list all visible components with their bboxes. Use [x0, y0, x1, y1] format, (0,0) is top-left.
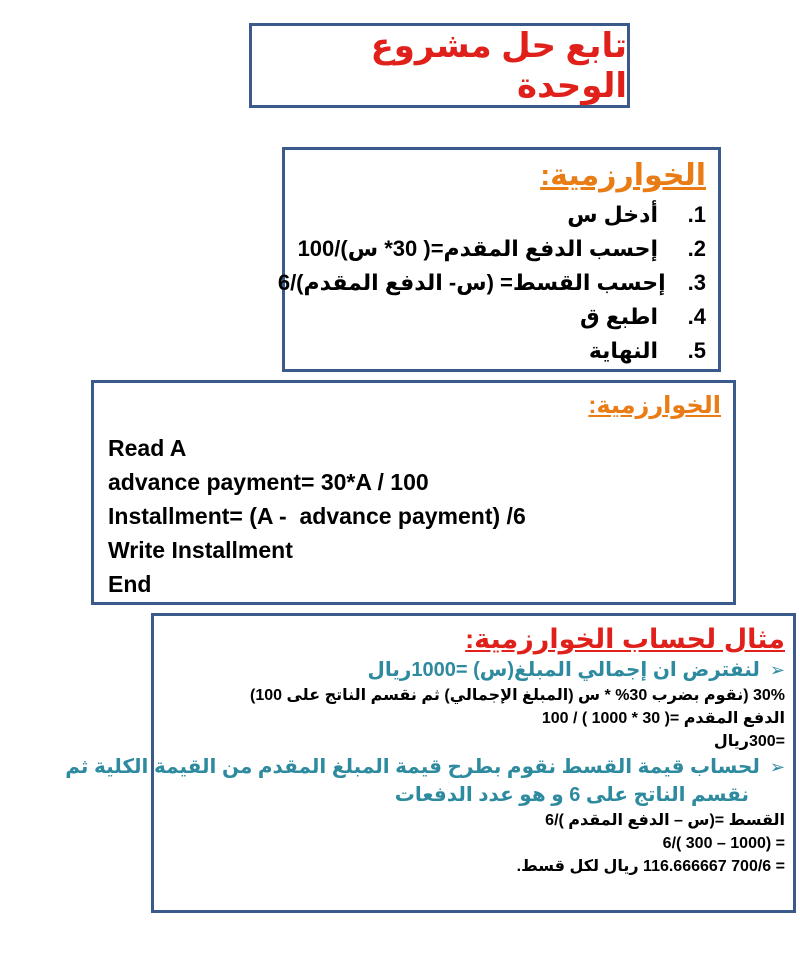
pseudocode-list [108, 431, 721, 601]
title-box [249, 23, 630, 108]
pseudocode-line: advance payment= 30*A / 100 [108, 469, 429, 495]
step-text: اطبع ق [579, 304, 658, 329]
step-number: 2. [687, 236, 706, 261]
pseudocode-line: Installment= (A - advance payment) /6 [108, 503, 526, 529]
arabic-steps-list [277, 198, 706, 368]
example-line: 30% (نقوم بضرب 30% * س (المبلغ الإجمالي) ثم نقسم الناتج على 100) [250, 687, 785, 704]
step-number: 5. [687, 338, 706, 363]
step-number: 3. [687, 270, 706, 295]
step-item [295, 198, 706, 232]
page-title: تابع حل مشروع الوحدة [370, 26, 627, 105]
pseudocode-line: Read A [108, 435, 187, 461]
step-item [295, 232, 706, 266]
step-text: إحسب القسط= (س- الدفع المقدم)/6 [277, 270, 666, 295]
english-algorithm-box [91, 380, 736, 605]
bullet-text: لنفترض ان إجمالي المبلغ(س) =1000ريال [367, 659, 760, 681]
english-algorithm-heading: الخوارزمية: [588, 392, 721, 419]
step-item [295, 334, 706, 368]
example-line: =300ريال [713, 733, 785, 750]
pseudocode-line: Write Installment [108, 537, 293, 563]
arrow-bullet-icon: ➢ [769, 757, 785, 777]
step-item [295, 300, 706, 334]
arrow-bullet-icon: ➢ [769, 660, 785, 680]
step-number: 4. [687, 304, 706, 329]
bullet-text: لحساب قيمة القسط نقوم بطرح قيمة المبلغ المقدم من القيمة الكلية ثم [65, 756, 760, 778]
example-bullet-2-cont: نقسم الناتج على 6 و هو عدد الدفعات [394, 784, 749, 806]
example-heading: مثال لحساب الخوارزمية: [465, 624, 785, 654]
pseudocode-line: End [108, 571, 152, 597]
step-number: 1. [687, 202, 706, 227]
example-line: = (1000 – 300 )/6 [662, 835, 785, 852]
example-bullet-1 [164, 656, 785, 684]
step-text: النهاية [588, 338, 658, 363]
arabic-algorithm-heading: الخوارزمية: [540, 159, 706, 192]
step-text: إحسب الدفع المقدم=( 30* س)/100 [297, 236, 658, 261]
example-box [65, 613, 796, 913]
example-line: الدفع المقدم =( 30 * 1000 ) / 100 [541, 710, 785, 727]
step-item [277, 266, 706, 300]
arabic-algorithm-box [277, 147, 721, 372]
example-bullet-2 [65, 753, 785, 781]
step-text: أدخل س [567, 202, 658, 227]
example-line: القسط =(س – الدفع المقدم )/6 [545, 812, 785, 829]
example-line: = 700/6 116.666667 ريال لكل قسط. [516, 858, 785, 875]
